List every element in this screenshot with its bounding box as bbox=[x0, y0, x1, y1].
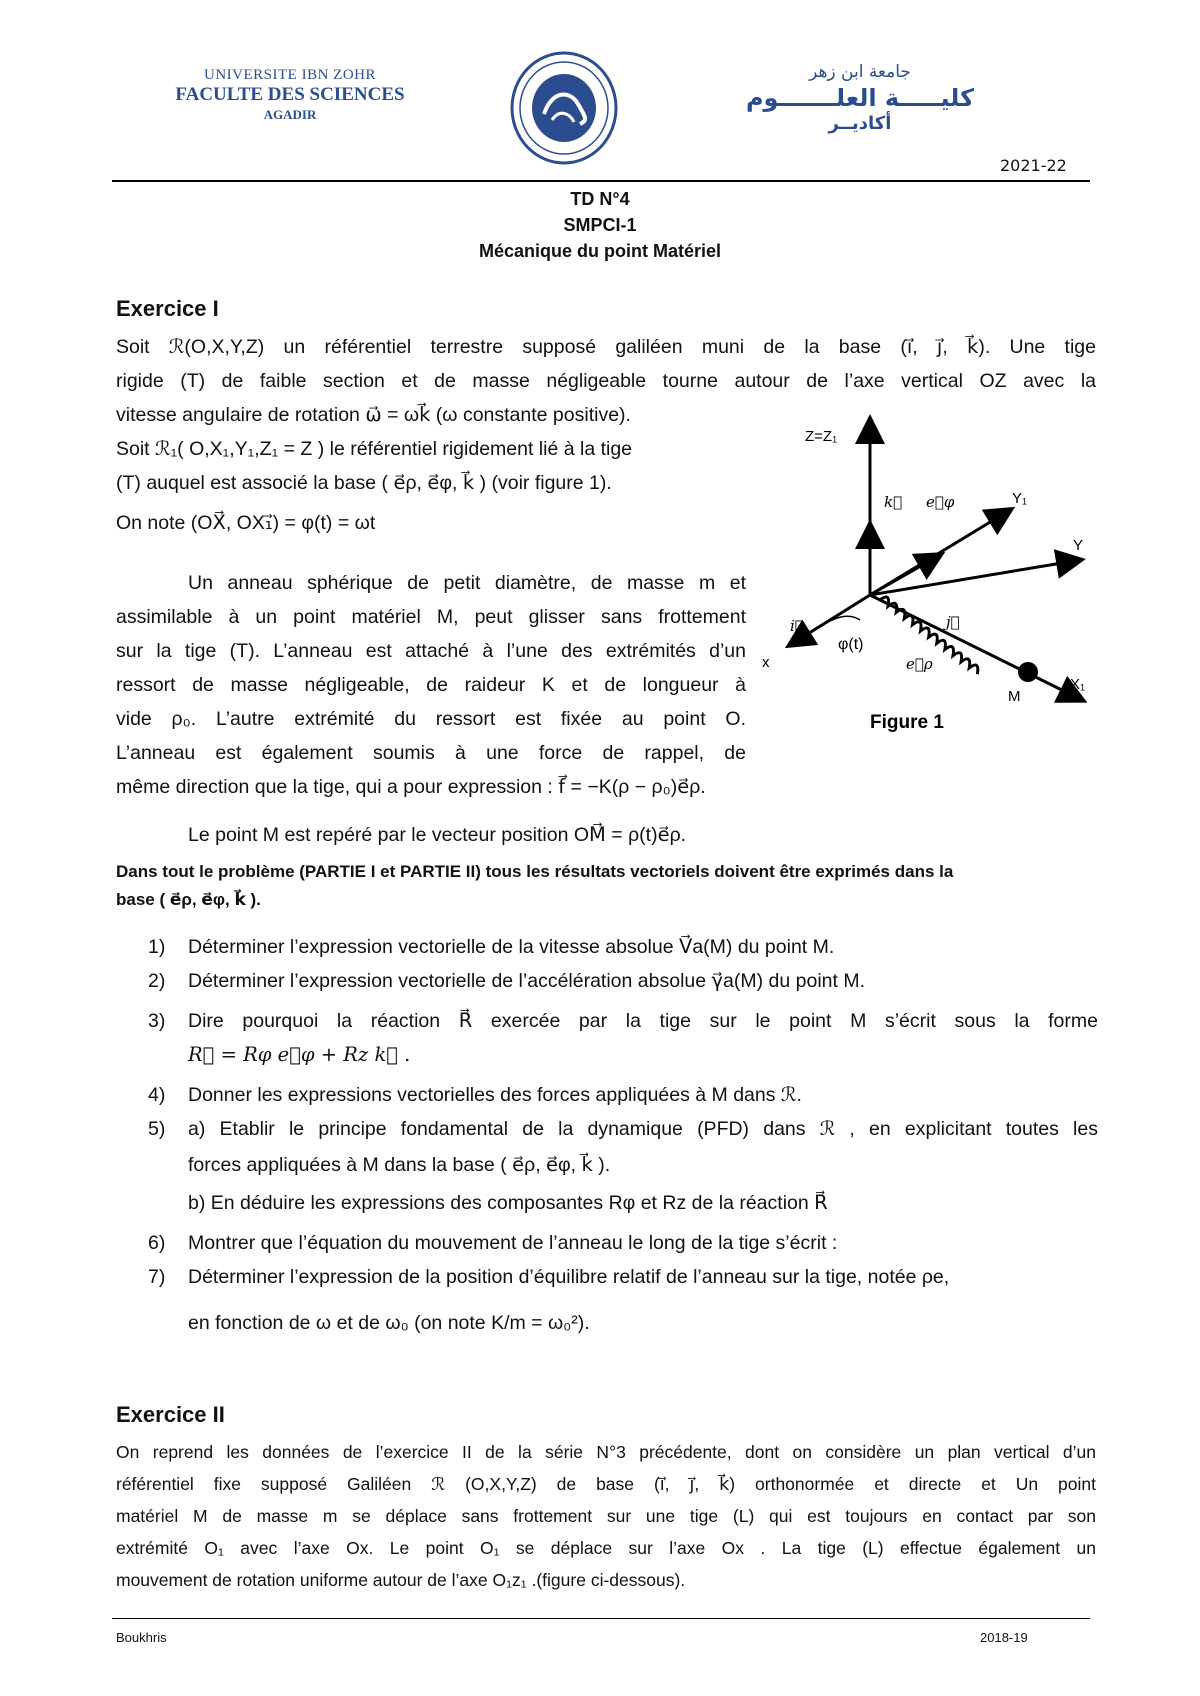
ex2-line: extrémité O₁ avec l’axe Ox. Le point O₁ se déplace sur l’axe Ox . La tige (L) effectue également un bbox=[116, 1538, 1096, 1558]
question-text: Déterminer l’expression de la position d’équilibre relatif de l’anneau sur la tige, notée ρe, bbox=[188, 1266, 950, 1288]
label-y1: Y₁ bbox=[1012, 490, 1028, 507]
university-name-arabic: جامعة ابن زهر bbox=[809, 62, 911, 82]
angle-definition: On note (OX⃗, OX₁⃗) = φ(t) = ωt bbox=[116, 512, 376, 534]
university-name: UNIVERSITE IBN ZOHR bbox=[204, 67, 376, 83]
question-item bbox=[148, 1226, 1098, 1260]
note-line: Dans tout le problème (PARTIE I et PARTIE II) tous les résultats vectoriels doivent être exprimés dans la bbox=[116, 862, 954, 881]
faculty-name-arabic: كليـــــة العلـــــــوم bbox=[745, 84, 975, 113]
ex1-line: ressort de masse négligeable, de raideur K et de longueur à bbox=[116, 674, 746, 696]
question-number: 2) bbox=[148, 970, 166, 992]
label-j: j⃗ bbox=[946, 613, 960, 631]
question-text: Dire pourquoi la réaction R⃗ exercée par la tige sur le point M s’écrit sous la forme bbox=[188, 1010, 1098, 1032]
question-number: 6) bbox=[148, 1232, 166, 1254]
question-text: forces appliquées à M dans la base ( e⃗ρ, e⃗φ, k⃗ ). bbox=[188, 1154, 611, 1176]
university-header-arabic bbox=[740, 62, 980, 136]
document-titles bbox=[300, 186, 900, 264]
question-number bbox=[148, 1148, 188, 1182]
exercise-1-frame-description bbox=[116, 432, 716, 540]
ex1-line: Soit ℛ₁( O,X₁,Y₁,Z₁ = Z ) le référentiel rigidement lié à la tige bbox=[116, 438, 633, 460]
module-code: SMPCI-1 bbox=[563, 215, 637, 235]
ex2-line: matériel M de masse m se déplace sans frottement sur une tige (L) qui est toujours en contact par son bbox=[116, 1506, 1096, 1526]
ex1-line: rigide (T) de faible section et de masse négligeable tourne autour de l’axe vertical OZ avec la bbox=[116, 370, 1096, 392]
question-number bbox=[148, 1186, 188, 1220]
label-z: Z=Z₁ bbox=[805, 428, 838, 445]
question-number: 5) bbox=[148, 1118, 166, 1140]
question-text: Montrer que l’équation du mouvement de l’anneau le long de la tige s’écrit : bbox=[188, 1232, 838, 1254]
question-item bbox=[148, 930, 1098, 964]
question-text: Déterminer l’expression vectorielle de la vitesse absolue V⃗a(M) du point M. bbox=[188, 936, 835, 958]
label-e-phi: e⃗φ bbox=[926, 493, 955, 511]
ring-point-m bbox=[1018, 662, 1038, 682]
ex2-line: mouvement de rotation uniforme autour de l’axe O₁z₁ .(figure ci-dessous). bbox=[116, 1570, 686, 1590]
university-header-latin bbox=[170, 66, 410, 122]
question-text: Déterminer l’expression vectorielle de l’accélération absolue γ⃗a(M) du point M. bbox=[188, 970, 866, 992]
vector-basis-note bbox=[116, 858, 1096, 914]
question-number: 4) bbox=[148, 1084, 166, 1106]
note-line: base ( e⃗ρ, e⃗φ, k⃗ ). bbox=[116, 890, 261, 909]
ex1-line: Soit ℛ(O,X,Y,Z) un référentiel terrestre supposé galiléen muni de la base (i⃗, j⃗, k⃗). Une tige bbox=[116, 336, 1096, 358]
city-name: AGADIR bbox=[263, 106, 317, 122]
ex1-line: Un anneau sphérique de petit diamètre, de masse m et bbox=[188, 572, 746, 594]
question-number bbox=[148, 1306, 188, 1340]
exercise-2-title: Exercice II bbox=[116, 1402, 225, 1427]
exercise-2-statement bbox=[116, 1436, 1096, 1596]
label-i: i⃗ bbox=[790, 617, 804, 635]
ex1-line: vitesse angulaire de rotation ω⃗ = ωk⃗ (ω constante positive). bbox=[116, 404, 631, 426]
header-divider bbox=[112, 180, 1090, 182]
course-title: Mécanique du point Matériel bbox=[478, 241, 722, 261]
exercise-1-title: Exercice I bbox=[116, 296, 219, 321]
label-x1: X₁ bbox=[1070, 676, 1086, 693]
ex1-line: (T) auquel est associé la base ( e⃗ρ, e⃗φ, k⃗ ) (voir figure 1). bbox=[116, 472, 612, 494]
footer-year: 2018-19 bbox=[980, 1630, 1028, 1645]
question-item bbox=[148, 1078, 1098, 1112]
question-item bbox=[148, 1148, 1098, 1182]
label-phi: φ(t) bbox=[838, 636, 864, 653]
ex1-line: sur la tige (T). L’anneau est attaché à l’une des extrémités d’un bbox=[116, 640, 746, 662]
question-item bbox=[148, 1004, 1098, 1038]
question-text: Donner les expressions vectorielles des forces appliquées à M dans ℛ. bbox=[188, 1084, 802, 1106]
label-k: k⃗ bbox=[884, 493, 903, 511]
city-name-arabic: أكاديــر bbox=[828, 113, 892, 135]
ex1-line: L’anneau est également soumis à une force de rappel, de bbox=[116, 742, 746, 764]
exercise-1-ring-description bbox=[116, 566, 746, 804]
ex1-line: vide ρ₀. L’autre extrémité du ressort est fixée au point O. bbox=[116, 708, 746, 730]
academic-year: 2021-22 bbox=[1000, 156, 1067, 175]
question-item bbox=[148, 1038, 1098, 1072]
question-number: 7) bbox=[148, 1266, 166, 1288]
question-item bbox=[148, 1306, 1098, 1340]
footer-divider bbox=[112, 1618, 1090, 1619]
reaction-formula: R⃗ = Rφ e⃗φ + Rz k⃗ . bbox=[188, 1043, 411, 1066]
label-x: x bbox=[762, 654, 770, 671]
university-seal-logo bbox=[508, 50, 620, 166]
ex2-line: référentiel fixe supposé Galiléen ℛ (O,X,Y,Z) de base (i⃗, j⃗, k⃗) orthonormée et directe et Un point bbox=[116, 1474, 1096, 1494]
label-e-rho: e⃗ρ bbox=[906, 655, 933, 673]
ex2-line: On reprend les données de l’exercice II de la série N°3 précédente, dont on considère un plan vertical d’un bbox=[116, 1442, 1096, 1462]
question-item bbox=[148, 964, 1098, 998]
faculty-name: FACULTE DES SCIENCES bbox=[175, 84, 405, 105]
ex1-line: assimilable à un point matériel M, peut glisser sans frottement bbox=[116, 606, 746, 628]
figure-1-diagram bbox=[750, 405, 1100, 745]
position-vector-statement: Le point M est repéré par le vecteur position OM⃗ = ρ(t)e⃗ρ. bbox=[188, 824, 687, 846]
footer-author: Boukhris bbox=[116, 1630, 167, 1645]
figure-caption: Figure 1 bbox=[870, 712, 944, 733]
question-number bbox=[148, 1038, 188, 1072]
question-text: a) Etablir le principe fondamental de la dynamique (PFD) dans ℛ , en explicitant toutes les bbox=[188, 1118, 1098, 1140]
exercise-1-questions bbox=[148, 930, 1098, 1340]
label-y: Y bbox=[1073, 537, 1084, 554]
ex1-line: même direction que la tige, qui a pour expression : f⃗ = −K(ρ − ρ₀)e⃗ρ. bbox=[116, 776, 706, 798]
question-item bbox=[148, 1112, 1098, 1146]
question-item bbox=[148, 1186, 1098, 1220]
question-text: en fonction de ω et de ω₀ (on note K/m = ω₀²). bbox=[188, 1312, 590, 1334]
question-text: b) En déduire les expressions des composantes Rφ et Rz de la réaction R⃗ bbox=[188, 1192, 828, 1214]
td-number: TD N°4 bbox=[570, 189, 630, 209]
question-item bbox=[148, 1260, 1098, 1294]
label-m: M bbox=[1008, 688, 1021, 705]
question-number: 3) bbox=[148, 1010, 166, 1032]
question-number: 1) bbox=[148, 936, 166, 958]
